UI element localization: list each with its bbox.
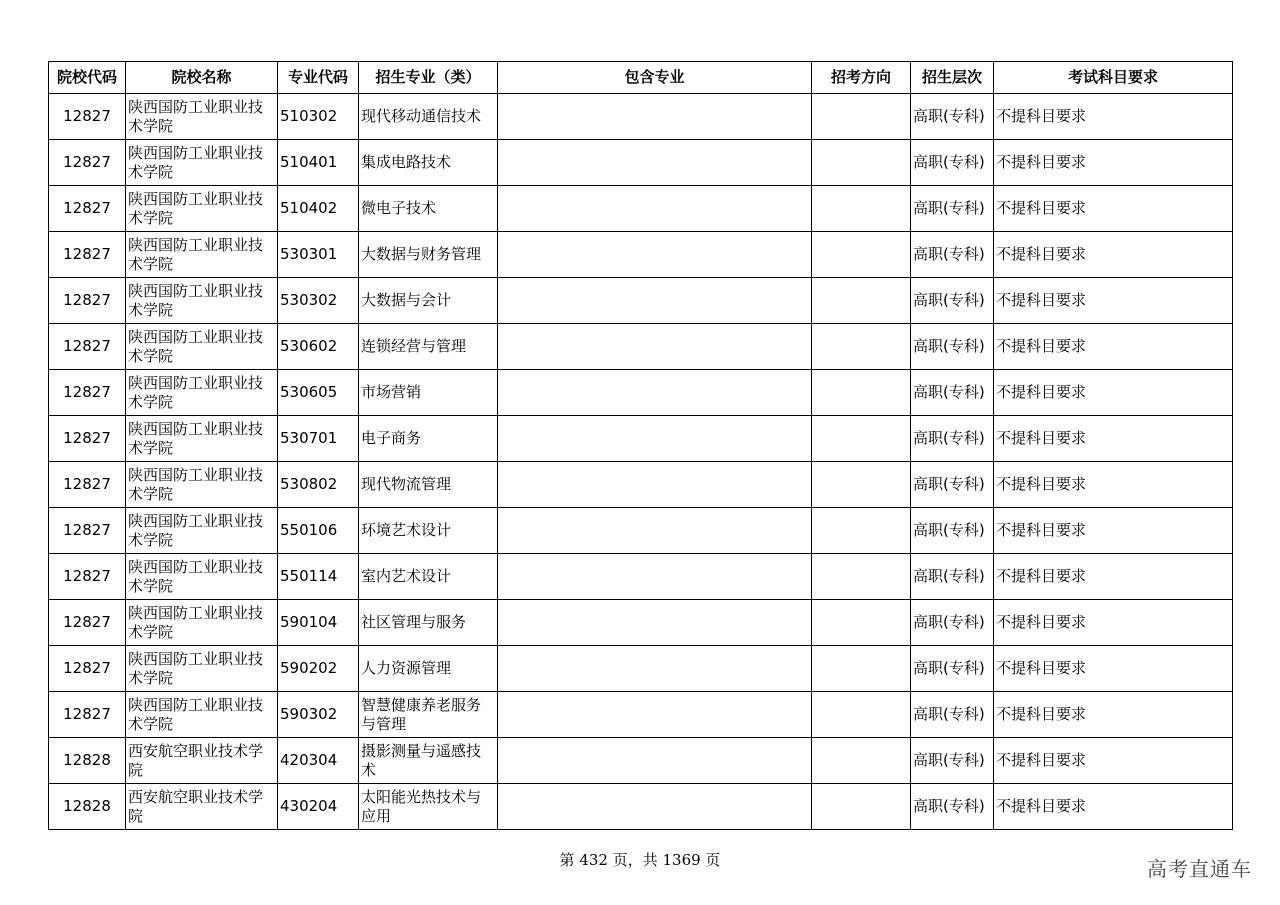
cell-school-name: 陕西国防工业职业技术学院 xyxy=(126,370,278,416)
cell-requirement: 不提科目要求 xyxy=(994,738,1233,784)
cell-school-code: 12827 xyxy=(49,324,126,370)
cell-included-majors xyxy=(498,232,812,278)
cell-direction xyxy=(812,554,911,600)
cell-school-code: 12828 xyxy=(49,784,126,830)
cell-requirement: 不提科目要求 xyxy=(994,784,1233,830)
admission-table xyxy=(48,61,1233,830)
cell-requirement: 不提科目要求 xyxy=(994,600,1233,646)
cell-requirement: 不提科目要求 xyxy=(994,278,1233,324)
cell-school-code: 12827 xyxy=(49,370,126,416)
cell-major-code: 530301 xyxy=(278,232,359,278)
header-included-majors: 包含专业 xyxy=(498,62,812,94)
cell-level: 高职(专科) xyxy=(911,324,994,370)
cell-level: 高职(专科) xyxy=(911,232,994,278)
cell-major-code: 510302 xyxy=(278,94,359,140)
cell-included-majors xyxy=(498,416,812,462)
cell-included-majors xyxy=(498,140,812,186)
cell-level: 高职(专科) xyxy=(911,278,994,324)
cell-major-code: 510402 xyxy=(278,186,359,232)
cell-included-majors xyxy=(498,508,812,554)
cell-major-code: 510401 xyxy=(278,140,359,186)
cell-school-name: 陕西国防工业职业技术学院 xyxy=(126,692,278,738)
cell-included-majors xyxy=(498,186,812,232)
cell-school-name: 陕西国防工业职业技术学院 xyxy=(126,94,278,140)
cell-level: 高职(专科) xyxy=(911,94,994,140)
cell-requirement: 不提科目要求 xyxy=(994,554,1233,600)
header-major: 招生专业（类） xyxy=(359,62,498,94)
table-row xyxy=(49,140,1233,186)
table-body xyxy=(49,94,1233,830)
cell-requirement: 不提科目要求 xyxy=(994,324,1233,370)
cell-school-name: 陕西国防工业职业技术学院 xyxy=(126,508,278,554)
cell-major: 微电子技术 xyxy=(359,186,498,232)
cell-included-majors xyxy=(498,94,812,140)
cell-school-code: 12827 xyxy=(49,278,126,324)
cell-included-majors xyxy=(498,692,812,738)
header-level: 招生层次 xyxy=(911,62,994,94)
cell-level: 高职(专科) xyxy=(911,692,994,738)
table-row xyxy=(49,600,1233,646)
cell-direction xyxy=(812,278,911,324)
cell-included-majors xyxy=(498,278,812,324)
cell-major: 电子商务 xyxy=(359,416,498,462)
cell-major-code: 550114 xyxy=(278,554,359,600)
cell-included-majors xyxy=(498,462,812,508)
page-footer: 第 432 页，共 1369 页 xyxy=(559,851,721,869)
cell-school-code: 12827 xyxy=(49,508,126,554)
table-row xyxy=(49,738,1233,784)
cell-level: 高职(专科) xyxy=(911,738,994,784)
cell-included-majors xyxy=(498,324,812,370)
cell-direction xyxy=(812,232,911,278)
cell-major: 大数据与财务管理 xyxy=(359,232,498,278)
cell-direction xyxy=(812,186,911,232)
cell-major-code: 530802 xyxy=(278,462,359,508)
table-row xyxy=(49,324,1233,370)
cell-requirement: 不提科目要求 xyxy=(994,646,1233,692)
cell-school-name: 陕西国防工业职业技术学院 xyxy=(126,416,278,462)
cell-direction xyxy=(812,600,911,646)
table-row xyxy=(49,186,1233,232)
cell-major-code: 530701 xyxy=(278,416,359,462)
table-row xyxy=(49,646,1233,692)
cell-major: 摄影测量与遥感技术 xyxy=(359,738,498,784)
cell-school-name: 陕西国防工业职业技术学院 xyxy=(126,186,278,232)
cell-school-code: 12827 xyxy=(49,186,126,232)
cell-direction xyxy=(812,646,911,692)
cell-requirement: 不提科目要求 xyxy=(994,94,1233,140)
cell-school-code: 12827 xyxy=(49,416,126,462)
cell-school-name: 陕西国防工业职业技术学院 xyxy=(126,140,278,186)
cell-level: 高职(专科) xyxy=(911,416,994,462)
cell-major-code: 420304 xyxy=(278,738,359,784)
cell-direction xyxy=(812,94,911,140)
cell-school-code: 12827 xyxy=(49,600,126,646)
cell-major-code: 590104 xyxy=(278,600,359,646)
cell-level: 高职(专科) xyxy=(911,508,994,554)
cell-school-code: 12827 xyxy=(49,232,126,278)
cell-major-code: 430204 xyxy=(278,784,359,830)
cell-major: 连锁经营与管理 xyxy=(359,324,498,370)
cell-requirement: 不提科目要求 xyxy=(994,462,1233,508)
table-header-row xyxy=(49,62,1233,94)
cell-school-name: 陕西国防工业职业技术学院 xyxy=(126,278,278,324)
cell-major-code: 550106 xyxy=(278,508,359,554)
cell-school-code: 12827 xyxy=(49,646,126,692)
cell-direction xyxy=(812,784,911,830)
cell-direction xyxy=(812,370,911,416)
cell-major: 市场营销 xyxy=(359,370,498,416)
cell-school-code: 12827 xyxy=(49,462,126,508)
table-row xyxy=(49,784,1233,830)
cell-school-name: 西安航空职业技术学院 xyxy=(126,784,278,830)
cell-direction xyxy=(812,692,911,738)
cell-direction xyxy=(812,324,911,370)
cell-school-code: 12828 xyxy=(49,738,126,784)
table-row xyxy=(49,278,1233,324)
cell-school-name: 陕西国防工业职业技术学院 xyxy=(126,646,278,692)
cell-major: 人力资源管理 xyxy=(359,646,498,692)
cell-school-code: 12827 xyxy=(49,554,126,600)
cell-requirement: 不提科目要求 xyxy=(994,416,1233,462)
header-school-code: 院校代码 xyxy=(49,62,126,94)
cell-major: 大数据与会计 xyxy=(359,278,498,324)
cell-major: 现代物流管理 xyxy=(359,462,498,508)
cell-included-majors xyxy=(498,370,812,416)
header-school-name: 院校名称 xyxy=(126,62,278,94)
cell-direction xyxy=(812,462,911,508)
table-row xyxy=(49,508,1233,554)
cell-major: 太阳能光热技术与应用 xyxy=(359,784,498,830)
cell-included-majors xyxy=(498,738,812,784)
cell-school-name: 陕西国防工业职业技术学院 xyxy=(126,324,278,370)
cell-requirement: 不提科目要求 xyxy=(994,508,1233,554)
cell-level: 高职(专科) xyxy=(911,370,994,416)
cell-major-code: 590202 xyxy=(278,646,359,692)
table-row xyxy=(49,370,1233,416)
cell-included-majors xyxy=(498,646,812,692)
cell-major: 智慧健康养老服务与管理 xyxy=(359,692,498,738)
cell-direction xyxy=(812,416,911,462)
cell-major-code: 530605 xyxy=(278,370,359,416)
cell-major-code: 530302 xyxy=(278,278,359,324)
cell-level: 高职(专科) xyxy=(911,186,994,232)
cell-school-name: 陕西国防工业职业技术学院 xyxy=(126,600,278,646)
cell-included-majors xyxy=(498,784,812,830)
header-major-code: 专业代码 xyxy=(278,62,359,94)
cell-level: 高职(专科) xyxy=(911,140,994,186)
cell-major-code: 530602 xyxy=(278,324,359,370)
table-row xyxy=(49,94,1233,140)
cell-requirement: 不提科目要求 xyxy=(994,186,1233,232)
cell-level: 高职(专科) xyxy=(911,554,994,600)
cell-direction xyxy=(812,140,911,186)
cell-major: 集成电路技术 xyxy=(359,140,498,186)
watermark: 高考直通车 xyxy=(1147,857,1252,881)
cell-included-majors xyxy=(498,554,812,600)
cell-requirement: 不提科目要求 xyxy=(994,370,1233,416)
cell-direction xyxy=(812,738,911,784)
cell-requirement: 不提科目要求 xyxy=(994,692,1233,738)
cell-included-majors xyxy=(498,600,812,646)
cell-major-code: 590302 xyxy=(278,692,359,738)
header-direction: 招考方向 xyxy=(812,62,911,94)
cell-level: 高职(专科) xyxy=(911,784,994,830)
cell-major: 现代移动通信技术 xyxy=(359,94,498,140)
table-row xyxy=(49,232,1233,278)
header-requirement: 考试科目要求 xyxy=(994,62,1233,94)
cell-school-name: 陕西国防工业职业技术学院 xyxy=(126,554,278,600)
cell-level: 高职(专科) xyxy=(911,462,994,508)
cell-requirement: 不提科目要求 xyxy=(994,140,1233,186)
cell-major: 室内艺术设计 xyxy=(359,554,498,600)
cell-requirement: 不提科目要求 xyxy=(994,232,1233,278)
cell-major: 社区管理与服务 xyxy=(359,600,498,646)
cell-school-code: 12827 xyxy=(49,140,126,186)
table-row xyxy=(49,692,1233,738)
cell-school-name: 陕西国防工业职业技术学院 xyxy=(126,462,278,508)
cell-school-name: 陕西国防工业职业技术学院 xyxy=(126,232,278,278)
cell-level: 高职(专科) xyxy=(911,646,994,692)
table-row xyxy=(49,416,1233,462)
cell-school-code: 12827 xyxy=(49,94,126,140)
cell-direction xyxy=(812,508,911,554)
table-row xyxy=(49,554,1233,600)
cell-major: 环境艺术设计 xyxy=(359,508,498,554)
cell-level: 高职(专科) xyxy=(911,600,994,646)
cell-school-name: 西安航空职业技术学院 xyxy=(126,738,278,784)
cell-school-code: 12827 xyxy=(49,692,126,738)
table-row xyxy=(49,462,1233,508)
